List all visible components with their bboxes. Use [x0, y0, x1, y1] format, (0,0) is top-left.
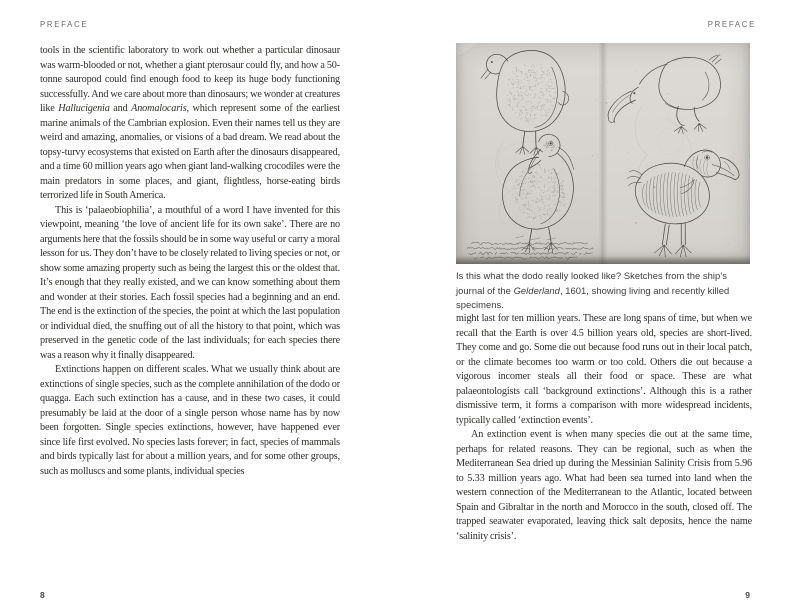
body-paragraph: might last for ten million years. These are long spans of time, but when we recall that the Earth is over 4.5 billion years old, species are short-lived. They come and go. Some die out because food runs out in their local patch, or the climate becomes too warm or too cold. Others die out because a vigorous incomer steals all their food or space. These are what palaeontologists call ‘background extinctions’. Although this is a rather dismissive term, it forms a comparison with more widespread incidents, typically called ‘extinction events’. [456, 313, 752, 426]
figure-image [456, 43, 750, 264]
page-number-left: 8 [40, 590, 45, 600]
right-body-text-column [456, 312, 752, 544]
left-body-text-column [40, 44, 340, 479]
figure-caption: Is this what the dodo really looked like? Sketches from the ship’s journal of the Gelderland, 1601, showing living and recently killed specimens. [456, 270, 730, 311]
body-paragraph: An extinction event is when many species die out at the same time, perhaps for related reasons. They can be regional, such as when the Mediterranean Sea dried up during the Messinian Salinity Crisis from 5.96 to 5.33 million years ago. What had been sea turned into land when the western connection of the Mediterranean to the Atlantic, located between Spain and Gibraltar in the north and Morocco in the south, closed off. The trapped seawater evaporated, leaving thick salt deposits, hence the name ‘salinity crisis’. [456, 429, 752, 542]
body-paragraph: Extinctions happen on different scales. What we usually think about are extinctions of single species, such as the complete annihilation of the dodo or quagga. Each such extinction has a cause, and in these two cases, it could presumably be laid at the door of a single person whose name has by now been forgotten. Single species extinctions, however, have happened ever since life first evolved. No species lasts forever; in fact, species of mammals and birds typically last for about a million years, and for some other groups, such as molluscs and some plants, individual species [40, 364, 340, 477]
journal-right-leaf [603, 43, 750, 264]
journal-fold [599, 43, 608, 264]
page-number-right: 9 [745, 590, 750, 600]
body-paragraph: This is ‘palaeobiophilia’, a mouthful of a word I have invented for this viewpoint, meaning ‘the love of ancient life for its own sake’. There are no arguments here that the fossils should be in some way useful or carry a moral lesson for us. They don’t have to be closely related to living species or not, or show some amazing property such as being the largest this or the oldest that. It’s enough that they really existed, and we can know something about them and wonder at their stories. Each fossil species had a beginning and an end. The end is the extinction of the species, the point at which the last population or individual died, the snuffing out of all the history to that point, which was preserved in the genetic code of the last individuals; for each species there was a reason why it finally disappeared. [40, 204, 340, 361]
running-head-left: PREFACE [40, 20, 89, 29]
dodo-sketches-illustration [456, 43, 750, 264]
body-paragraph: tools in the scientific laboratory to work out whether a particular dinosaur was warm-blooded or not, whether a giant pterosaur could fly, and how a 50-tonne sauropod could find enough food to keep its huge body functioning successfully. And we care about more than dinosaurs; we wonder at creatures like Hallucigenia and Anomalocaris, which represent some of the earliest marine animals of the Cambrian explosion. Even their names tell us they are weird and amazing, anomalies, or visions of a bad dream. We read about the topsy-turvy ecosystems that existed on Earth after the dinosaurs disappeared, and a time 60 million years ago when giant land-walking crocodiles were the main predators in some places, and giant, flightless, horse-eating birds terrorized life in South America. [40, 45, 340, 201]
running-head-right: PREFACE [707, 20, 756, 29]
